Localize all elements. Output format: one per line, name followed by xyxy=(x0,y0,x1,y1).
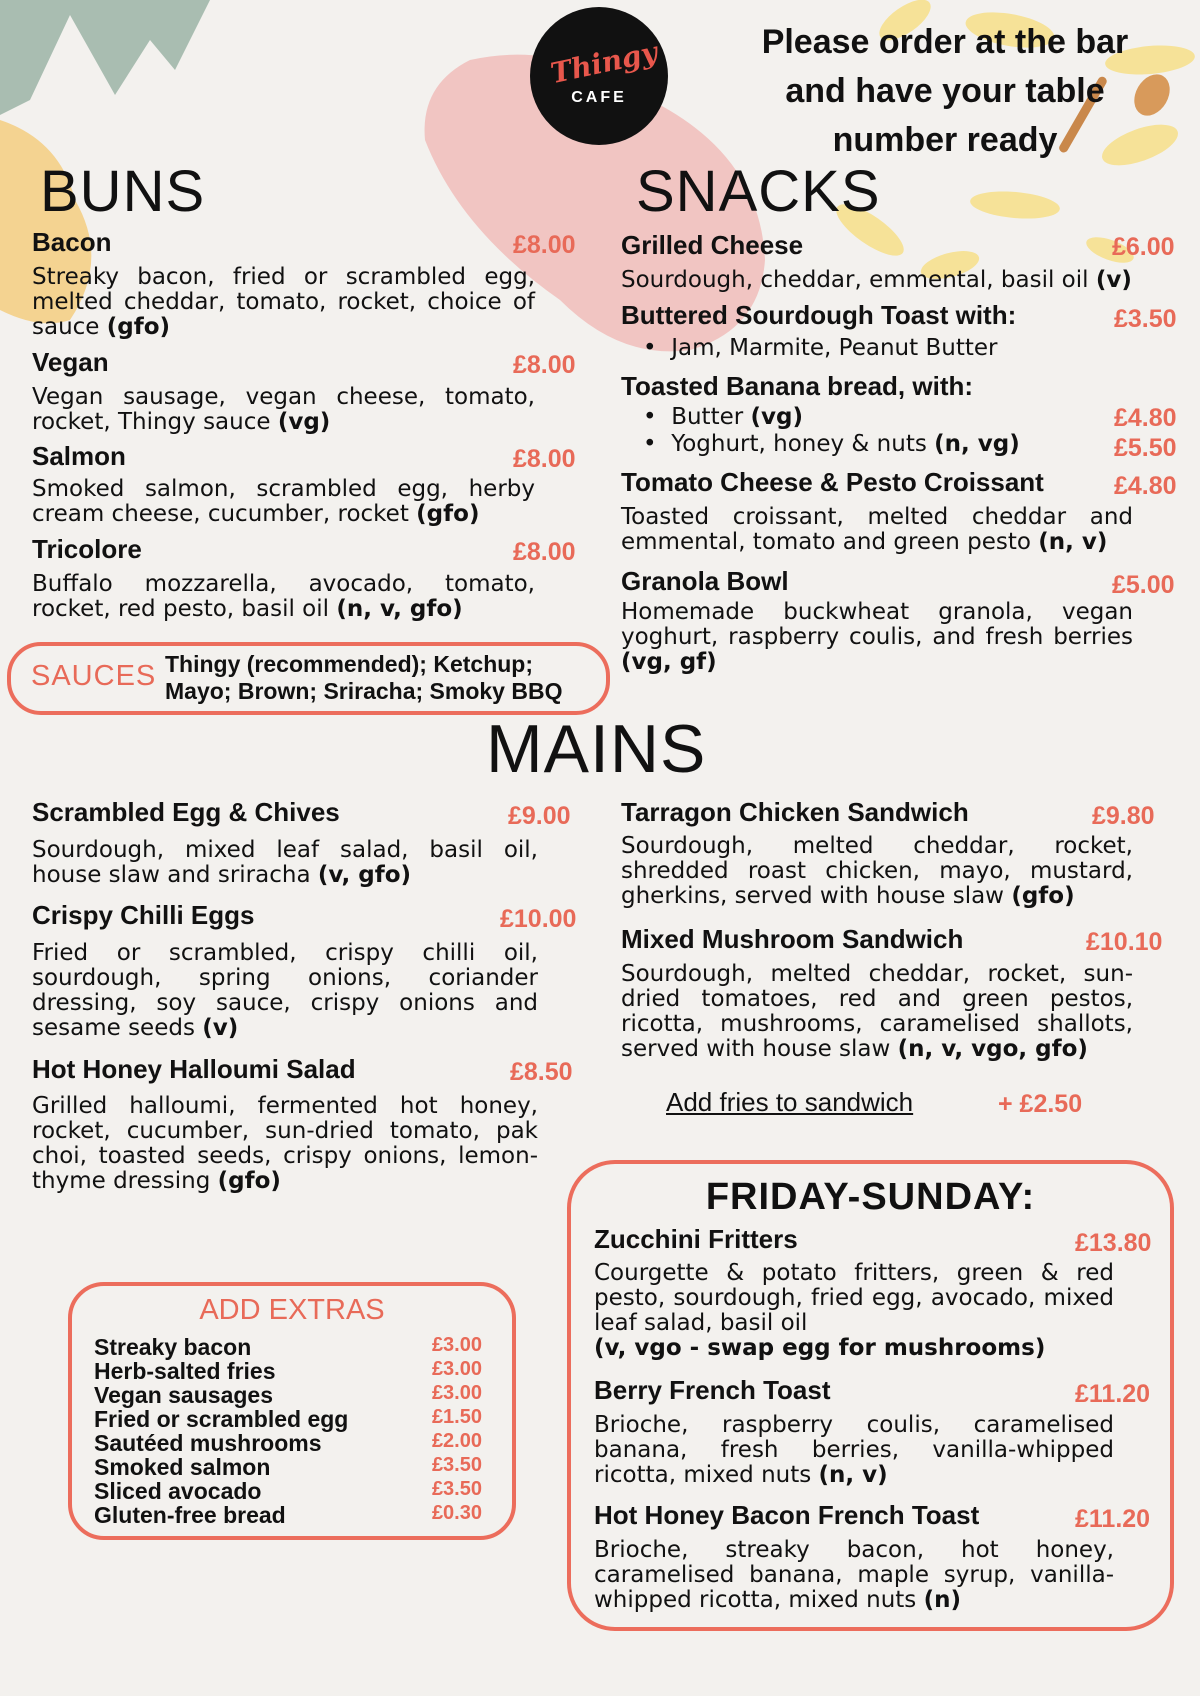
sauces-list: Thingy (recommended); Ketchup; Mayo; Brown; Sriracha; Smoky BBQ xyxy=(165,651,563,704)
main-name: Scrambled Egg & Chives xyxy=(32,797,340,827)
extra-name: Vegan sausages xyxy=(94,1382,273,1408)
bun-name: Vegan xyxy=(32,347,109,377)
extra-price: £1.50 xyxy=(431,1406,482,1428)
main-description: Sourdough, melted cheddar, rocket, shredded roast chicken, mayo, mustard, gherkins, served with house slaw (gfo) xyxy=(621,833,1133,909)
snack-name: Buttered Sourdough Toast with: xyxy=(621,300,1017,330)
extras-box xyxy=(68,1282,516,1540)
extra-name: Herb-salted fries xyxy=(94,1358,276,1384)
snack-price: £5.50 xyxy=(1114,434,1177,462)
main-name: Mixed Mushroom Sandwich xyxy=(621,924,964,954)
weekend-item-name: Hot Honey Bacon French Toast xyxy=(594,1500,980,1530)
main-description: Fried or scrambled, crispy chilli oil, sourdough, spring onions, coriander dressing, soy sauce, crispy onions and sesame seeds (v) xyxy=(32,940,538,1041)
extra-price: £3.00 xyxy=(431,1358,482,1380)
weekend-box xyxy=(567,1160,1174,1631)
snack-description: Homemade buckwheat granola, vegan yoghurt, raspberry coulis, and fresh berries (vg, gf) xyxy=(621,599,1133,675)
main-name: Hot Honey Halloumi Salad xyxy=(32,1054,356,1084)
sauces-box xyxy=(7,642,610,715)
main-price: £8.50 xyxy=(510,1058,573,1086)
main-price: £9.80 xyxy=(1092,802,1155,830)
weekend-item-price: £11.20 xyxy=(1075,1380,1151,1408)
snack-name: Granola Bowl xyxy=(621,566,789,596)
bun-name: Tricolore xyxy=(32,534,142,564)
extra-item xyxy=(94,1430,482,1455)
weekend-item-name: Berry French Toast xyxy=(594,1375,831,1405)
snack-option: • Jam, Marmite, Peanut Butter xyxy=(643,335,998,361)
bun-description: Buffalo mozzarella, avocado, tomato, rocket, red pesto, basil oil (n, v, gfo) xyxy=(32,571,535,622)
main-name: Tarragon Chicken Sandwich xyxy=(621,797,969,827)
sauces-label: SAUCES xyxy=(31,660,157,692)
snack-price: £5.00 xyxy=(1112,571,1175,599)
main-price: £10.00 xyxy=(500,905,577,933)
add-fries-label: Add fries to sandwich xyxy=(666,1087,914,1117)
logo-script-text: Thingy xyxy=(547,35,661,91)
extra-name: Gluten-free bread xyxy=(94,1502,286,1528)
extra-name: Fried or scrambled egg xyxy=(94,1406,349,1432)
mains-heading: MAINS xyxy=(486,711,707,787)
extra-name: Sautéed mushrooms xyxy=(94,1430,322,1456)
weekend-item-price: £11.20 xyxy=(1075,1505,1151,1533)
snack-description: Sourdough, cheddar, emmental, basil oil (v) xyxy=(621,267,1132,293)
extra-item xyxy=(94,1478,482,1503)
weekend-item-description: Brioche, raspberry coulis, caramelised banana, fresh berries, vanilla-whipped ricotta, mixed nuts (n, v) xyxy=(594,1412,1114,1488)
snack-name: Toasted Banana bread, with: xyxy=(621,371,974,401)
cafe-logo xyxy=(530,7,668,145)
extra-item xyxy=(94,1406,482,1431)
snack-price: £4.80 xyxy=(1114,404,1177,432)
extra-price: £3.00 xyxy=(431,1334,482,1356)
snack-price: £3.50 xyxy=(1114,305,1177,333)
main-price: £9.00 xyxy=(508,802,571,830)
extras-list xyxy=(94,1334,482,1534)
weekend-item-description: Courgette & potato fritters, green & red pesto, sourdough, fried egg, avocado, mixed leaf salad, basil oil (v, vgo - swap egg for mushrooms) xyxy=(594,1260,1114,1361)
bun-name: Bacon xyxy=(32,227,112,257)
extra-item xyxy=(94,1454,482,1479)
snack-option: • Butter (vg) xyxy=(643,404,803,430)
extra-name: Smoked salmon xyxy=(94,1454,271,1480)
extra-price: £0.30 xyxy=(431,1502,482,1524)
order-note: Please order at the bar and have your table number ready xyxy=(761,23,1129,159)
bun-name: Salmon xyxy=(32,441,126,471)
snack-price: £4.80 xyxy=(1114,472,1177,500)
snack-option: • Yoghurt, honey & nuts (n, vg) xyxy=(643,431,1020,457)
weekend-item-price: £13.80 xyxy=(1075,1229,1152,1257)
bun-price: £8.00 xyxy=(513,231,576,259)
bun-description: Smoked salmon, scrambled egg, herby cream cheese, cucumber, rocket (gfo) xyxy=(32,476,535,527)
main-description: Sourdough, melted cheddar, rocket, sun-dried tomatoes, red and green pestos, ricotta, mushrooms, caramelised shallots, served with house slaw (n, v, vgo, gfo) xyxy=(621,961,1133,1062)
extra-item xyxy=(94,1382,482,1407)
bun-description: Streaky bacon, fried or scrambled egg, melted cheddar, tomato, rocket, choice of sauce (gfo) xyxy=(32,264,535,340)
snack-name: Grilled Cheese xyxy=(621,230,804,260)
main-price: £10.10 xyxy=(1086,928,1163,956)
extra-price: £3.50 xyxy=(431,1478,482,1500)
extra-price: £3.00 xyxy=(431,1382,482,1404)
weekend-item-description: Brioche, streaky bacon, hot honey, caramelised banana, maple syrup, vanilla-whipped ricotta, mixed nuts (n) xyxy=(594,1537,1114,1613)
snack-price: £6.00 xyxy=(1112,233,1175,261)
weekend-title: FRIDAY-SUNDAY: xyxy=(705,1176,1036,1218)
extra-price: £3.50 xyxy=(431,1454,482,1476)
buns-heading: BUNS xyxy=(40,159,206,224)
extra-price: £2.00 xyxy=(431,1430,482,1452)
extra-item xyxy=(94,1334,482,1359)
extra-item xyxy=(94,1502,482,1527)
bun-description: Vegan sausage, vegan cheese, tomato, rocket, Thingy sauce (vg) xyxy=(32,384,535,435)
main-description: Grilled halloumi, fermented hot honey, rocket, cucumber, sun-dried tomato, pak choi, toasted seeds, crispy onions, lemon-thyme dressing (gfo) xyxy=(32,1093,538,1194)
add-fries-price: + £2.50 xyxy=(998,1090,1083,1118)
snacks-heading: SNACKS xyxy=(636,159,881,224)
bun-price: £8.00 xyxy=(513,538,576,566)
main-name: Crispy Chilli Eggs xyxy=(32,900,255,930)
green-triangles-shape xyxy=(0,0,210,115)
extras-title: ADD EXTRAS xyxy=(199,1294,385,1326)
extra-item xyxy=(94,1358,482,1383)
bun-price: £8.00 xyxy=(513,351,576,379)
extra-name: Streaky bacon xyxy=(94,1334,252,1360)
snack-name: Tomato Cheese & Pesto Croissant xyxy=(621,467,1044,497)
snack-description: Toasted croissant, melted cheddar and emmental, tomato and green pesto (n, v) xyxy=(621,504,1133,555)
main-description: Sourdough, mixed leaf salad, basil oil, house slaw and sriracha (v, gfo) xyxy=(32,837,538,888)
logo-cafe-text: CAFE xyxy=(571,89,627,106)
extra-name: Sliced avocado xyxy=(94,1478,262,1504)
weekend-item-name: Zucchini Fritters xyxy=(594,1224,798,1254)
bun-price: £8.00 xyxy=(513,445,576,473)
